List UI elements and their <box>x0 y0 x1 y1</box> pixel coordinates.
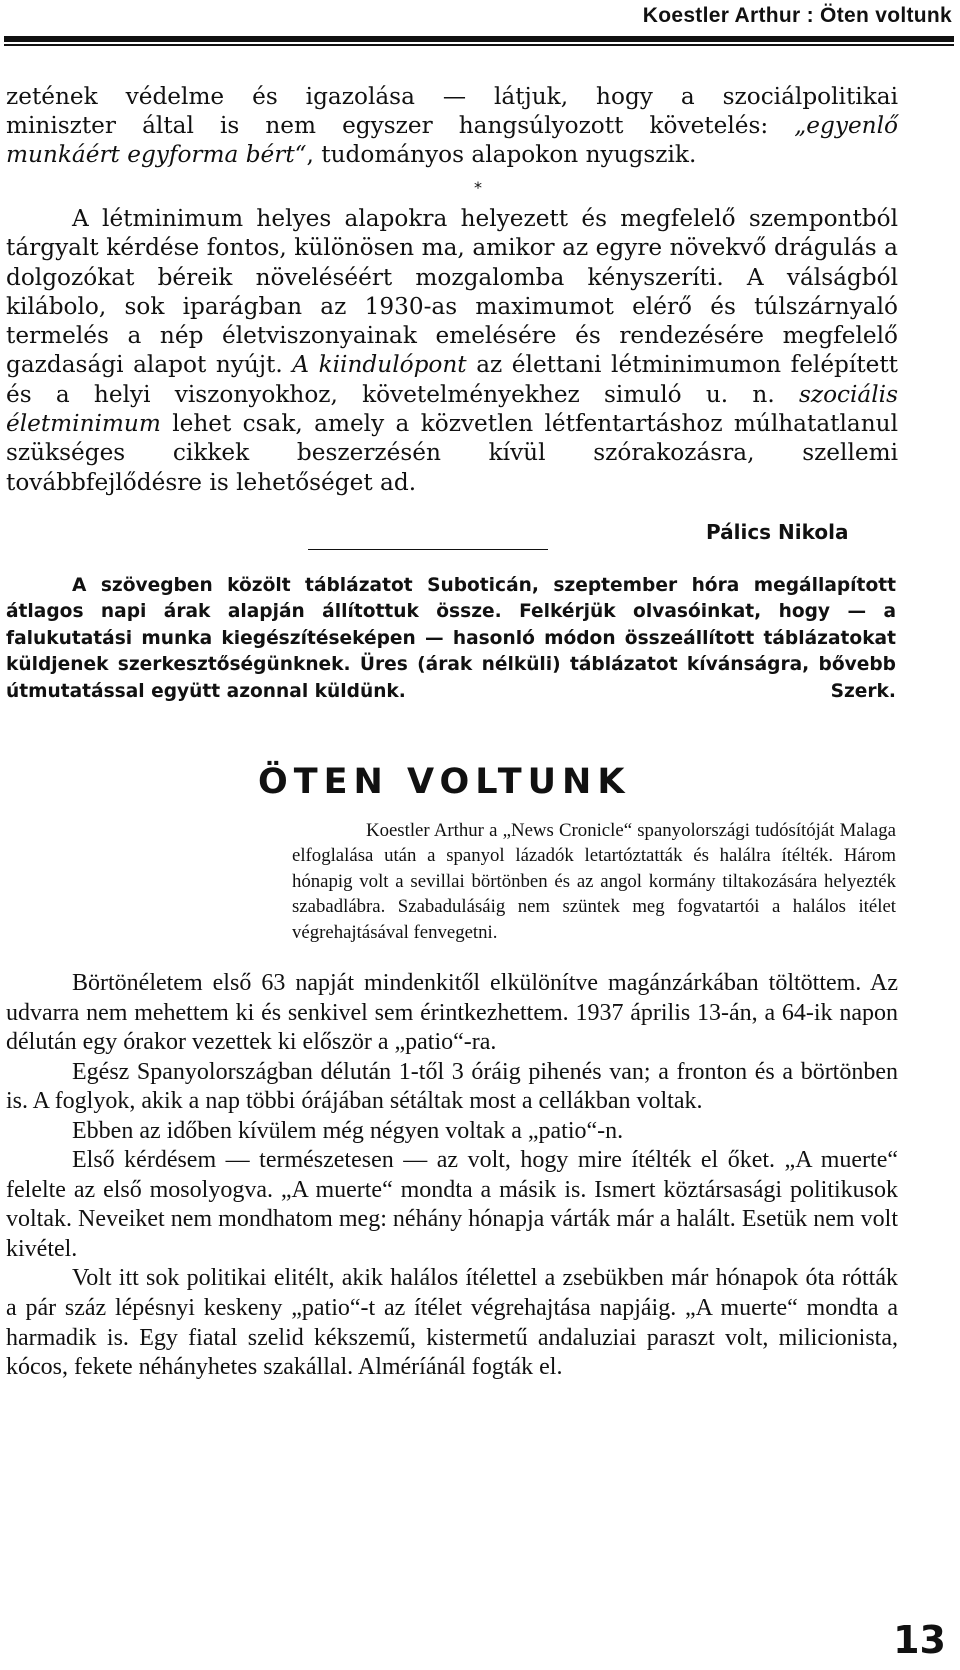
article-title: ÖTEN VOLTUNK <box>258 762 631 802</box>
author-signature: Pálics Nikola <box>706 520 849 544</box>
article-lead <box>292 818 896 945</box>
header-rule-thin <box>4 44 954 46</box>
divider-rule <box>308 549 548 550</box>
text-run: A létminimum helyes alapokra helyezett és megfelelő szempontból tárgyalt kérdése fontos, különösen ma, amikor az egyre növekvő drágulás a dolgozókat béreik növeléséért mozgalomba kényszeríti. A válságból kilábolo, sok iparágban az 1930-as maximumot elérő és túlszárnyaló termelés a nép életviszonyainak emelésére és rendezésére megfelelő gazdasági alapot nyújt. <box>6 205 898 379</box>
body-paragraph: Ebben az időben kívülem még négyen voltak a „patio“-n. <box>72 1117 624 1144</box>
editor-signature: Szerk. <box>830 680 896 702</box>
continued-paragraph <box>6 82 898 169</box>
italic-run: szociális életminimum <box>6 380 898 438</box>
page-number: 13 <box>893 1618 946 1662</box>
body-paragraph: Volt itt sok politikai elitélt, akik halálos ítélettel a zsebükben már hónapok óta rótták a pár száz lépésnyi keskeny „patio“-t az ítélet végrehajtása napjáig. „A muerte“ mondta a harmadik is. Egy fiatal szelid kékszemű, kistermetű andaluziai paraszt volt, milicionista, kócos, fekete néhányhetes szakállal. Alméríánál fogták el. <box>6 1265 898 1381</box>
text-line <box>6 140 898 169</box>
italic-run: A kiindulópont <box>292 351 467 379</box>
lead-text: Koestler Arthur a „News Cronicle“ spanyolországi tudósítóját Malaga elfoglalása után a spanyol lázadók letartóztatták és halálra ítélték. Három hónapig volt a sevillai börtönben és az angol kormány tiltakozására helyezték szabadlábra. Szabadulásáig nem szüntek meg fogvatartói a halálos itélet végrehajtásával fenvegetni. <box>292 820 896 943</box>
lestminimum-paragraph <box>6 204 898 497</box>
running-head: Koestler Arthur : Öten voltunk <box>642 4 952 27</box>
article-body <box>6 969 898 1383</box>
text-run: az élettani létminimumon felépített és a helyi viszonyokhoz, követelményekhez simuló u. n. <box>6 351 898 408</box>
body-paragraph: Börtönéletem első 63 napját mindenkitől elkülönítve magánzárkában töltöttem. Az udvarra nem mehettem ki és senkivel sem érintkezhettem. 1937 április 13-án, a 64-ik napon délután egy órakor vezettek ki először a „patio“-ra. <box>6 970 898 1056</box>
text-run: , tudományos alapokon nyugszik. <box>306 141 697 168</box>
text-run: miniszter által is nem egyszer hangsúlyozott követelés: <box>6 112 795 139</box>
body-paragraph: Egész Spanyolországban délután 1-től 3 óráig pihenés van; a fronton és a börtönben is. A foglyok, akik a nap többi órájában sétáltak most a cellákban voltak. <box>6 1058 898 1115</box>
editor-note <box>6 573 896 705</box>
italic-run: munkáért egyforma bért“ <box>6 141 307 168</box>
header-rule-thick <box>4 36 954 42</box>
section-asterisk: * <box>474 178 482 197</box>
text-line: zetének védelme és igazolása — látjuk, hogy a szociálpolitikai <box>6 83 898 110</box>
editor-note-text: A szövegben közölt táblázatot Suboticán, szeptember hóra megállapított átlagos napi árak alapján állítottuk össze. Felkérjük olvasóinkat, hogy — a falukutatási munka kiegészítéseképen — hasonló módon összeállított táblázatokat küldjenek szerkesztőségünknek. Üres (árak nélküli) táblázatot kívánságra, bővebb útmutatással együtt azonnal küldünk. <box>6 575 896 702</box>
text-line <box>6 111 898 140</box>
text-run: lehet csak, amely a közvetlen létfentartáshoz múlhatatlanul szükséges cikkek beszerzésén kívül szórakozásra, szellemi továbbfejlődésre is lehetőséget ad. <box>6 410 898 496</box>
body-paragraph: Első kérdésem — természetesen — az volt, hogy mire ítélték el őket. „A muerte“ felelte az első mosolyogva. „A muerte“ mondta a másik is. Ismert köztársasági politikusok voltak. Neveiket nem mondhatom meg: néhány hónapja várták már a halált. Esetük nem volt kivétel. <box>6 1147 898 1262</box>
italic-run: „egyenlő <box>794 112 898 139</box>
